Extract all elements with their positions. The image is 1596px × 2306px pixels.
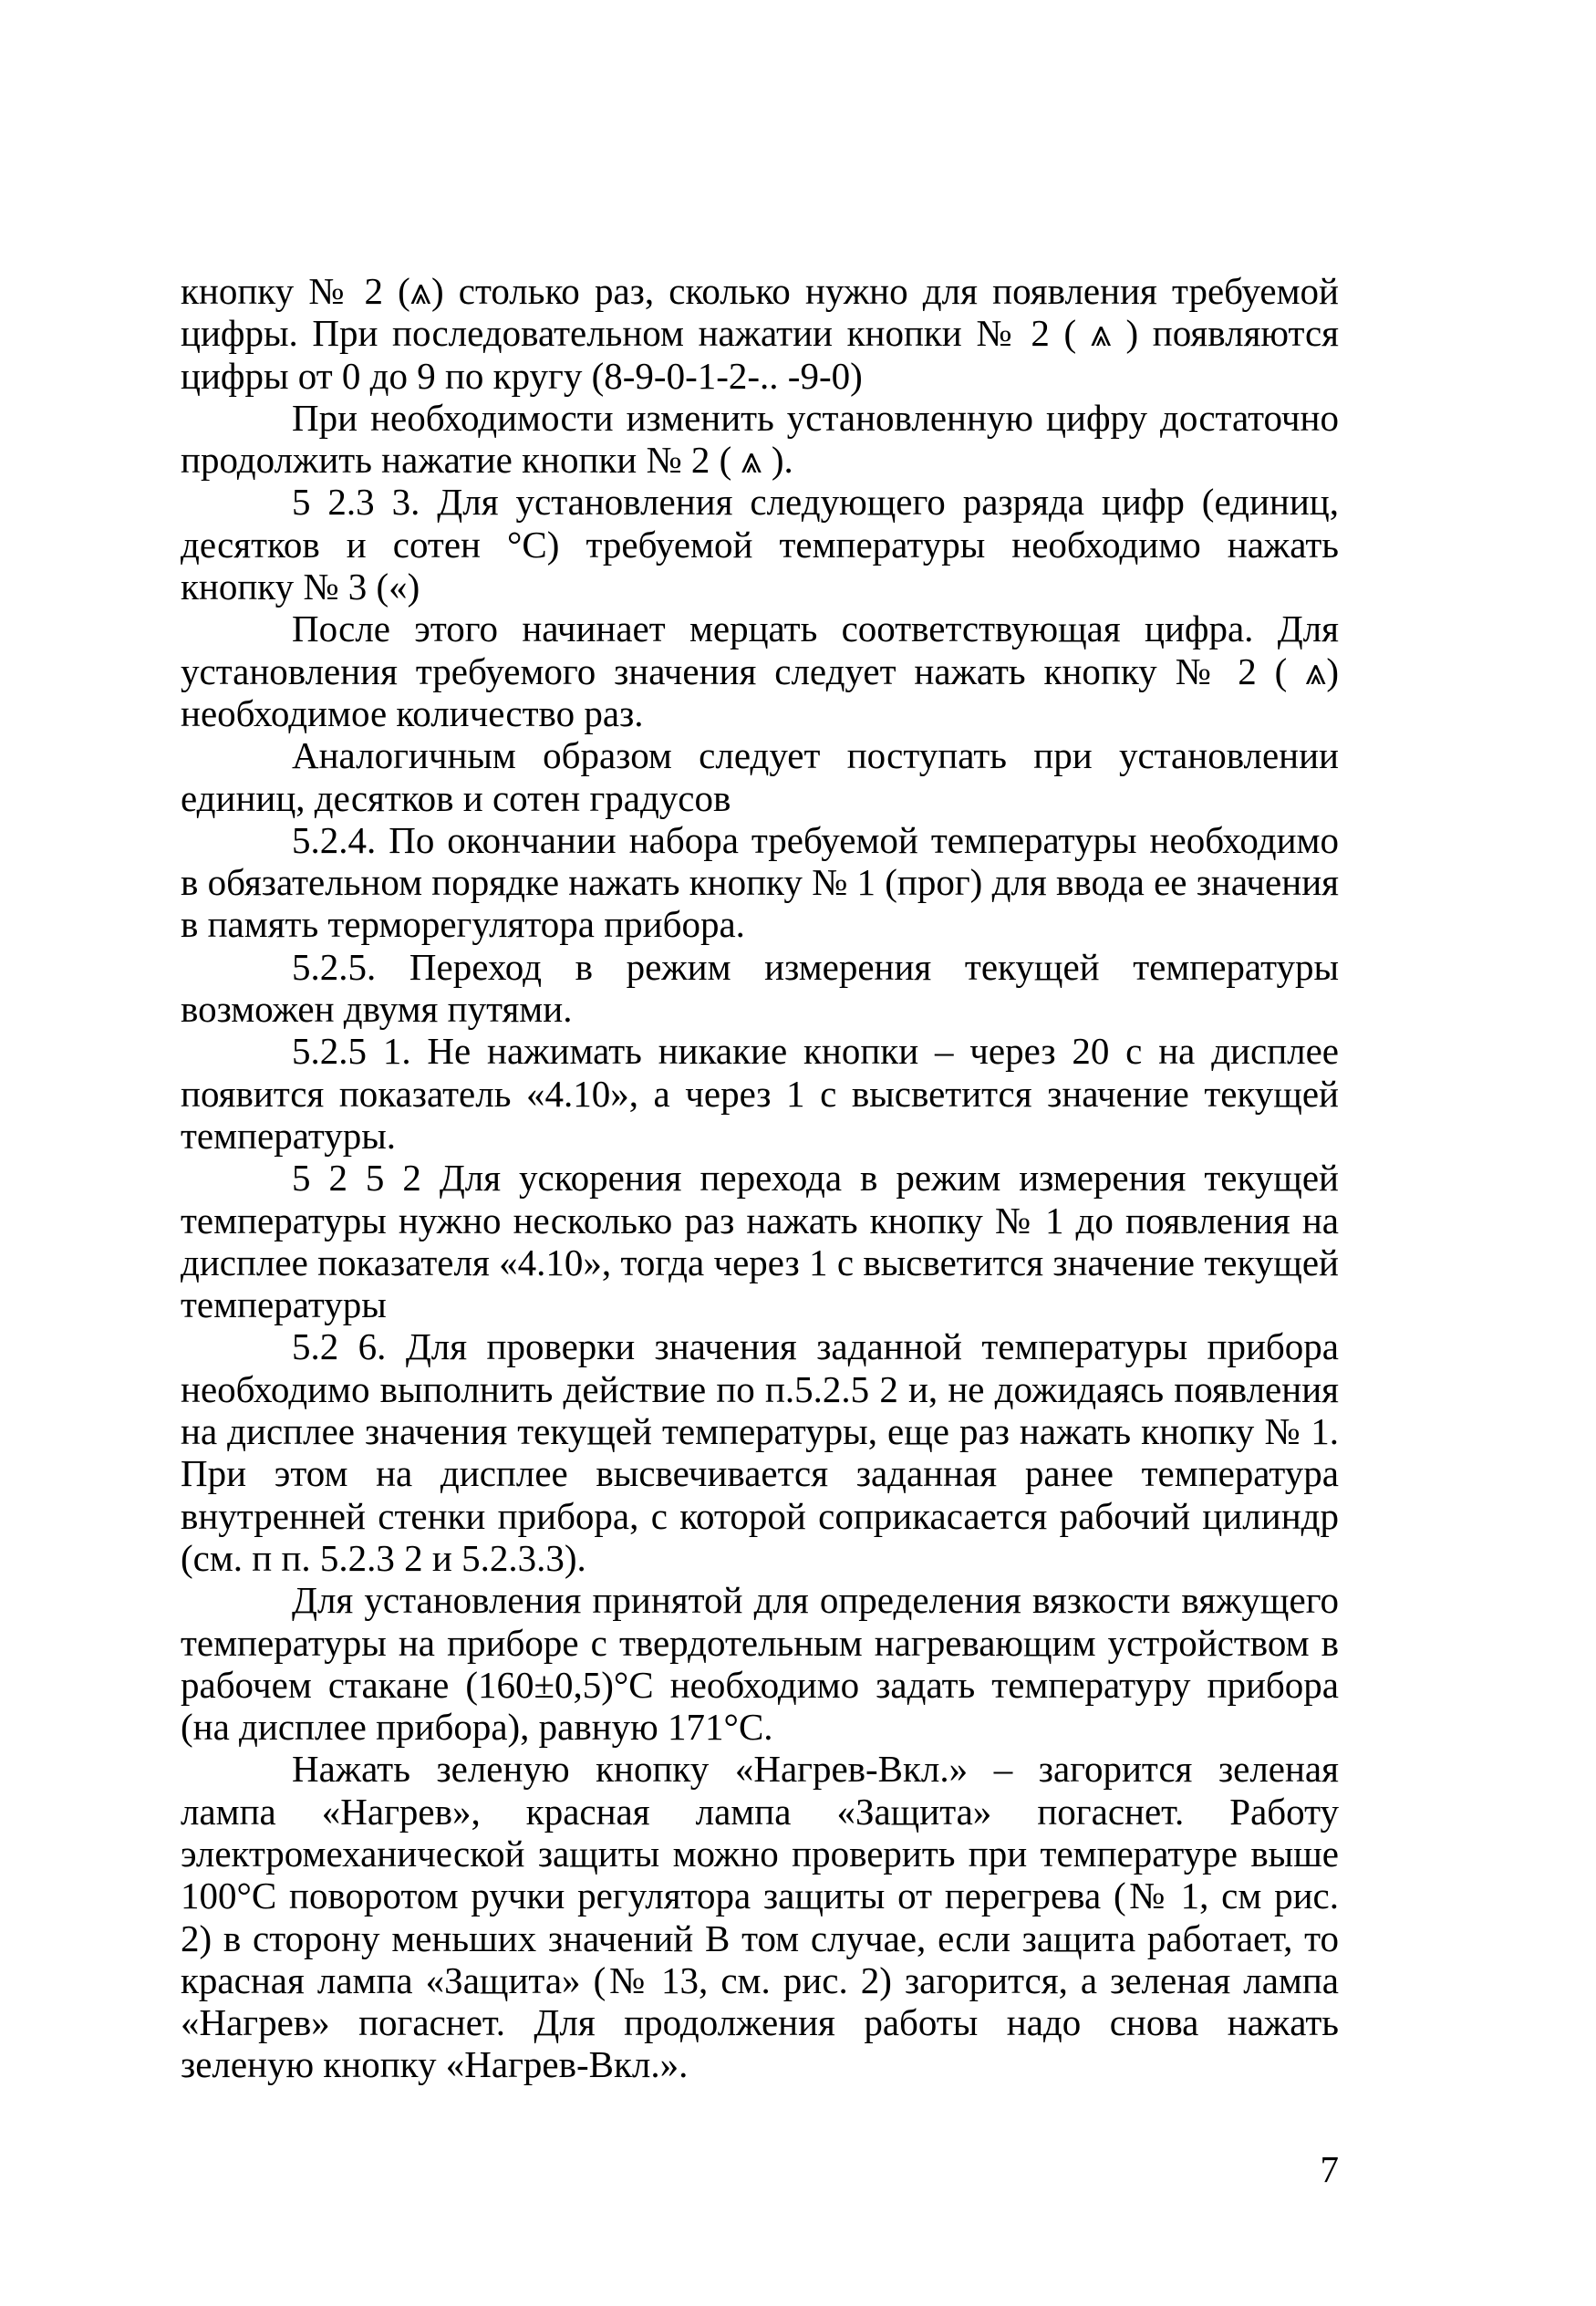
paragraph-5-2-5-1: 5.2.5 1. Не нажимать никакие кнопки – через 20 с на дисплее появится показатель «4.10», а через 1 с высветится значение текущей температуры. <box>181 1030 1339 1157</box>
paragraph-blinking-digit: После этого начинает мерцать соответствующая цифра. Для установления требуемого значения следует нажать кнопку № 2 ( ⩓) необходимое количество раз. <box>181 608 1339 734</box>
paragraph-change-digit: При необходимости изменить установленную цифру достаточно продолжить нажатие кнопки № 2 ( ⩓ ). <box>181 396 1339 482</box>
paragraph-heating-button: Нажать зеленую кнопку «Нагрев-Вкл.» – загорится зеленая лампа «Нагрев», красная лампа «Защита» погаснет. Работу электромеханической защиты можно проверить при температуре выше 100°С поворотом ручки регулятора защиты от перегрева (№ 1, см рис. 2) в сторону меньших значений В том случае, если защита работает, то красная лампа «Защита» (№ 13, см. рис. 2) загорится, а зеленая лампа «Нагрев» погаснет. Для продолжения работы надо снова нажать зеленую кнопку «Нагрев-Вкл.». <box>181 1748 1339 2086</box>
paragraph-continuation: кнопку № 2 (⩓) столько раз, сколько нужно для появления требуемой цифры. При последовательном нажатии кнопки № 2 ( ⩓ ) появляются цифры от 0 до 9 по кругу (8-9-0-1-2-.. -9-0) <box>181 270 1339 397</box>
paragraph-5-2-5-2: 5 2 5 2 Для ускорения перехода в режим измерения текущей температуры нужно несколько раз нажать кнопку № 1 до появления на дисплее показателя «4.10», тогда через 1 с высветится значение текущей температуры <box>181 1157 1339 1326</box>
page-number: 7 <box>1320 2148 1339 2190</box>
paragraph-temperature-setting: Для установления принятой для определения вязкости вяжущего температуры на приборе с твердотельным нагревающим устройством в рабочем стакане (160±0,5)°С необходимо задать температуру прибора (на дисплее прибора), равную 171°С. <box>181 1579 1339 1749</box>
paragraph-5-2-5: 5.2.5. Переход в режим измерения текущей температуры возможен двумя путями. <box>181 945 1339 1031</box>
page-body <box>181 270 1339 2086</box>
paragraph-5-2-6: 5.2 6. Для проверки значения заданной температуры прибора необходимо выполнить действие по п.5.2.5 2 и, не дожидаясь появления на дисплее значения текущей температуры, еще раз нажать кнопку № 1. При этом на дисплее высвечивается заданная ранее температура внутренней стенки прибора, с которой соприкасается рабочий цилиндр (см. п п. 5.2.3 2 и 5.2.3.3). <box>181 1325 1339 1579</box>
paragraph-5-2-4: 5.2.4. По окончании набора требуемой температуры необходимо в обязательном порядке нажать кнопку № 1 (прог) для ввода ее значения в память терморегулятора прибора. <box>181 818 1339 946</box>
paragraph-5-2-3-3: 5 2.3 3. Для установления следующего разряда цифр (единиц, десятков и сотен °С) требуемой температуры необходимо нажать кнопку № 3 («) <box>181 481 1339 608</box>
paragraph-similar-procedure: Аналогичным образом следует поступать при установлении единиц, десятков и сотен градусов <box>181 734 1339 819</box>
